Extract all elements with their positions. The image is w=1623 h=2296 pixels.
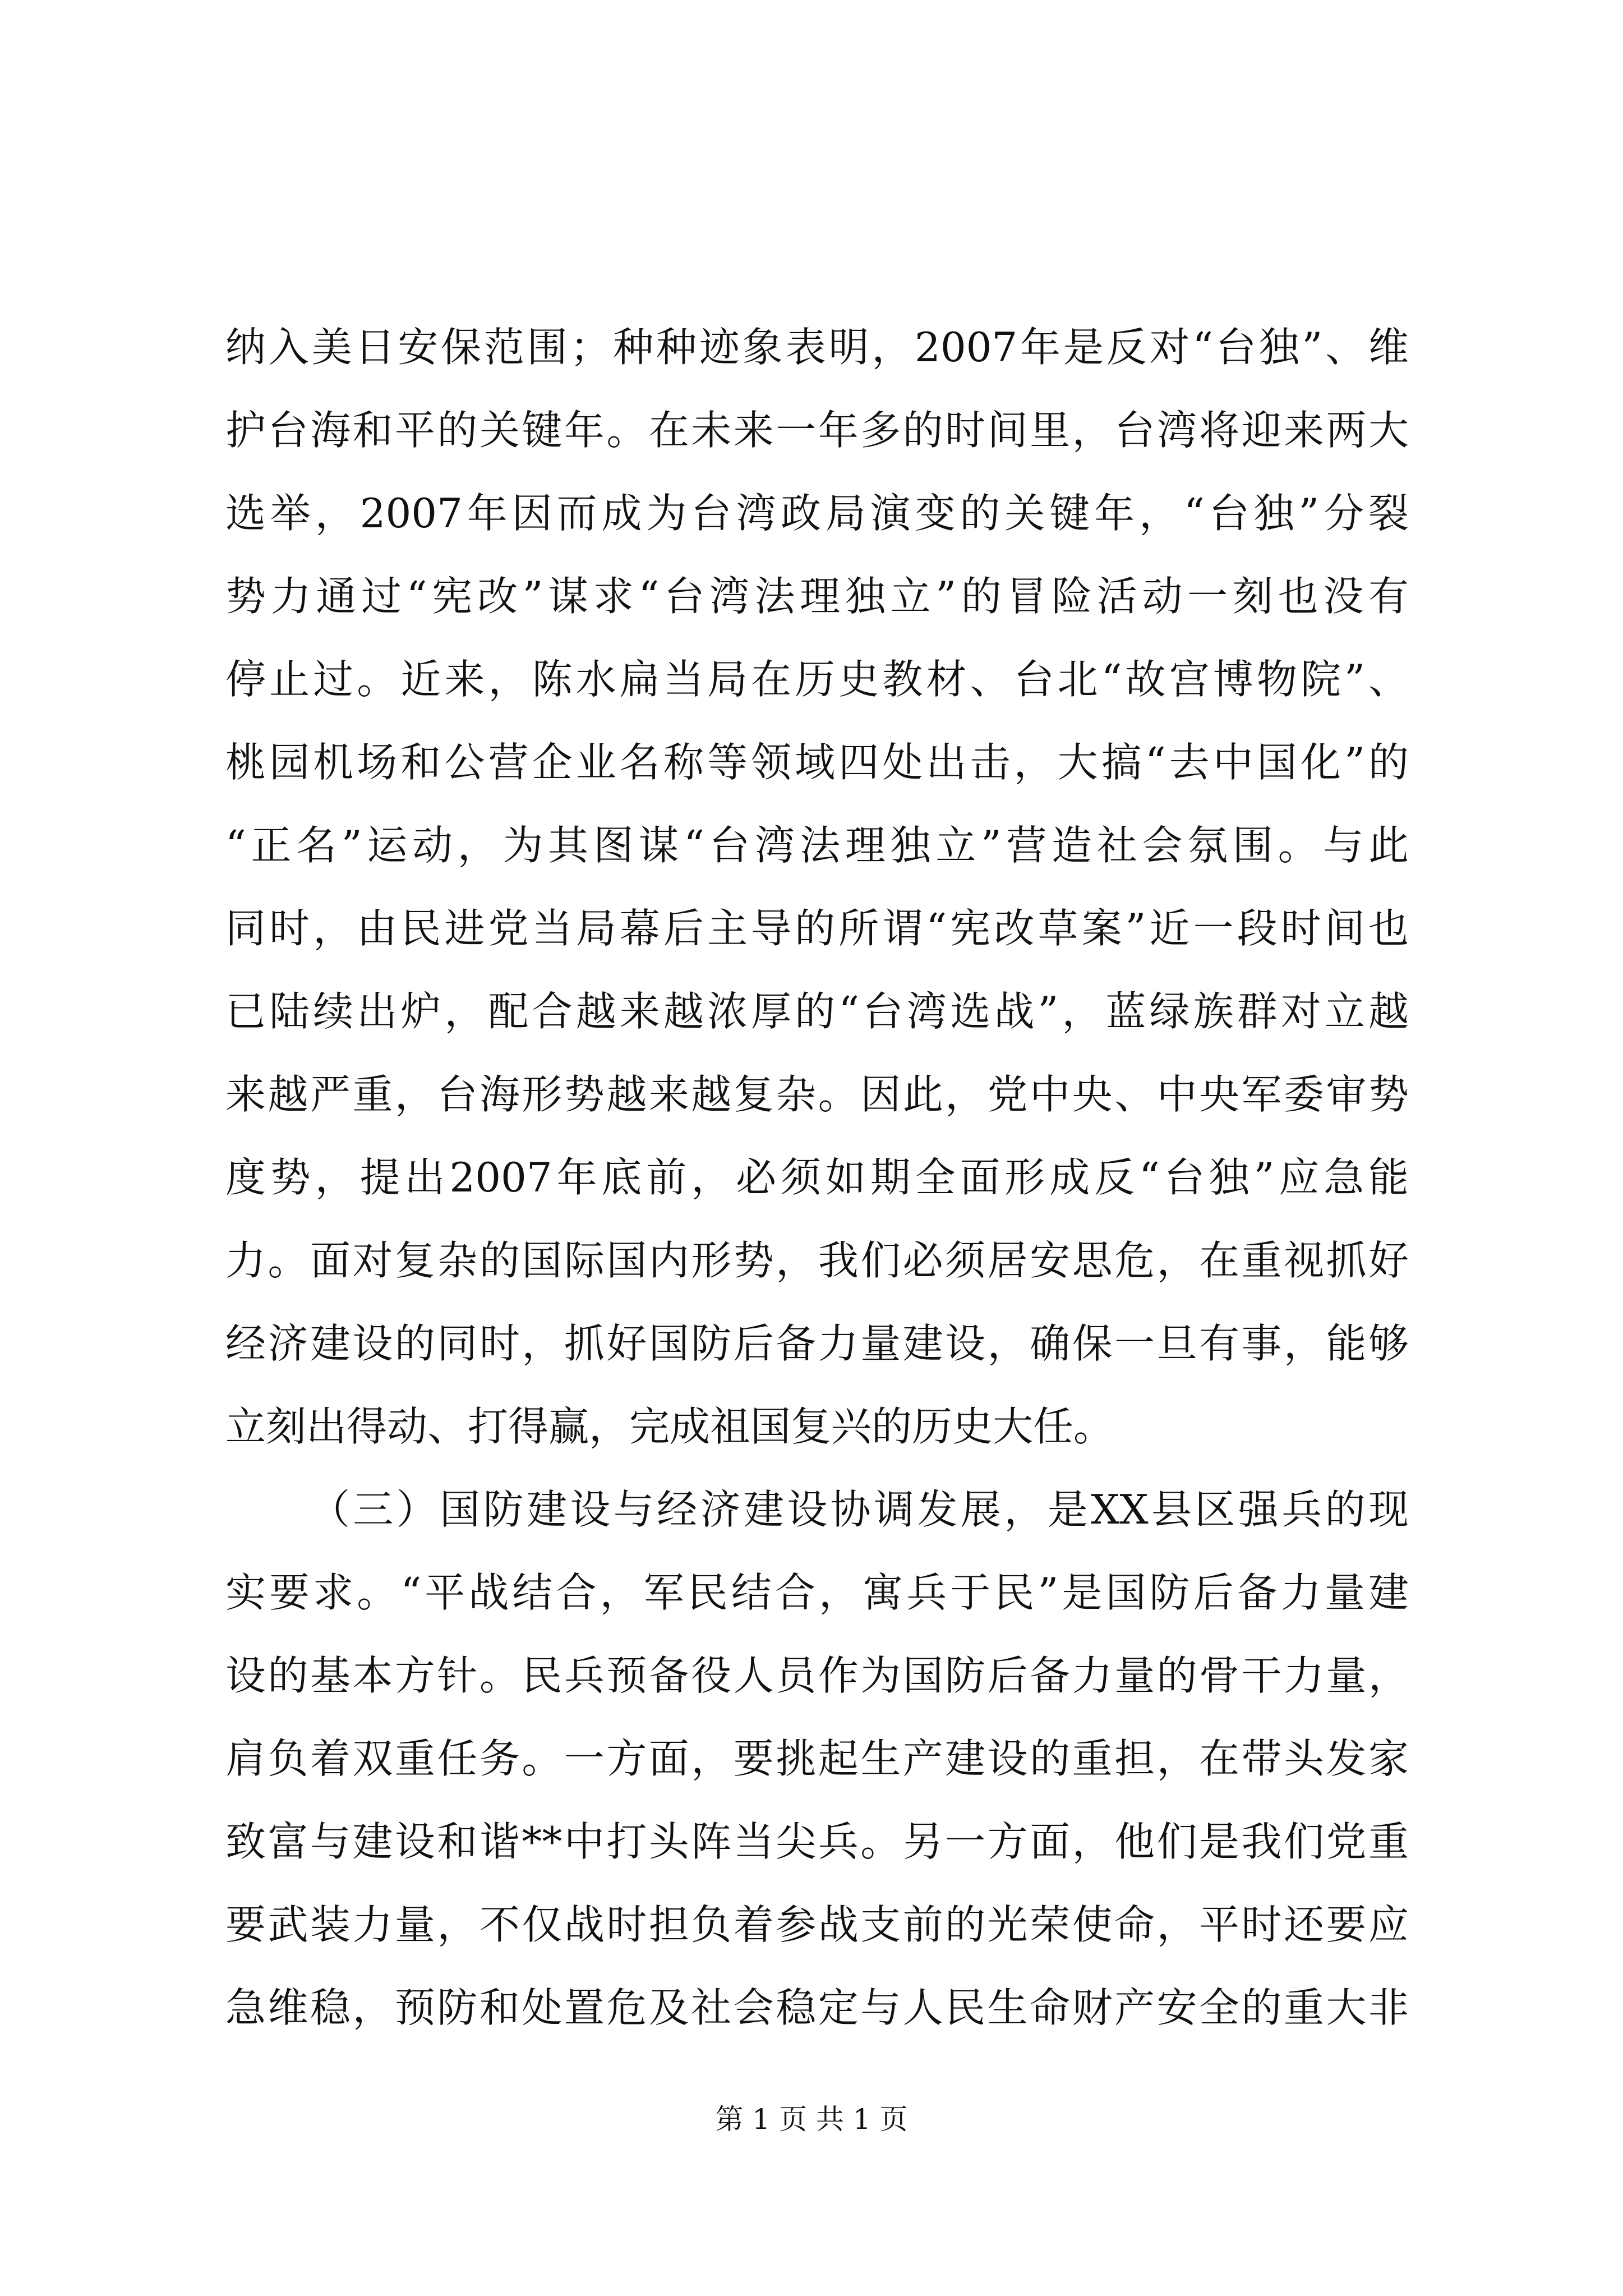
text-line: 设的基本方针。民兵预备役人员作为国防后备力量的骨干力量，	[225, 1652, 1409, 1699]
text-line: 同时，由民进党当局幕后主导的所谓“宪改草案”近一段时间也	[225, 905, 1409, 952]
page-footer	[0, 2102, 1623, 2136]
text-line: 护台海和平的关键年。在未来一年多的时间里，台湾将迎来两大	[225, 407, 1409, 454]
text-line: 力。面对复杂的国际国内形势，我们必须居安思危，在重视抓好	[225, 1237, 1409, 1284]
text-line: 急维稳，预防和处置危及社会稳定与人民生命财产安全的重大非	[225, 1984, 1409, 2031]
text-line: “正名”运动，为其图谋“台湾法理独立”营造社会氛围。与此	[225, 822, 1409, 869]
text-line: 选举，2007年因而成为台湾政局演变的关键年，“台独”分裂	[225, 490, 1409, 537]
text-line: 停止过。近来，陈水扁当局在历史教材、台北“故宫博物院”、	[225, 656, 1409, 703]
text-line: 立刻出得动、打得赢，完成祖国复兴的历史大任。	[225, 1403, 1114, 1450]
text-line: 纳入美日安保范围；种种迹象表明，2007年是反对“台独”、维	[225, 324, 1409, 371]
text-line: 势力通过“宪改”谋求“台湾法理独立”的冒险活动一刻也没有	[225, 573, 1409, 620]
text-line: 肩负着双重任务。一方面，要挑起生产建设的重担，在带头发家	[225, 1735, 1409, 1782]
text-line: 已陆续出炉，配合越来越浓厚的“台湾选战”，蓝绿族群对立越	[225, 988, 1409, 1035]
text-line: 致富与建设和谐**中打头阵当尖兵。另一方面，他们是我们党重	[225, 1818, 1409, 1865]
text-line: 来越严重，台海形势越来越复杂。因此，党中央、中央军委审势	[225, 1071, 1409, 1118]
text-line: 桃园机场和公营企业名称等领域四处出击，大搞“去中国化”的	[225, 739, 1409, 786]
text-line: 度势，提出2007年底前，必须如期全面形成反“台独”应急能	[225, 1154, 1409, 1201]
section-heading-line: （三）国防建设与经济建设协调发展，是XX县区强兵的现	[310, 1486, 1409, 1533]
text-line: 要武装力量，不仅战时担负着参战支前的光荣使命，平时还要应	[225, 1901, 1409, 1948]
page-number: 第 1 页 共 1 页	[715, 2103, 908, 2136]
document-body	[225, 306, 1409, 2049]
text-line: 实要求。“平战结合，军民结合，寓兵于民”是国防后备力量建	[225, 1569, 1409, 1616]
text-line: 经济建设的同时，抓好国防后备力量建设，确保一旦有事，能够	[225, 1320, 1409, 1367]
